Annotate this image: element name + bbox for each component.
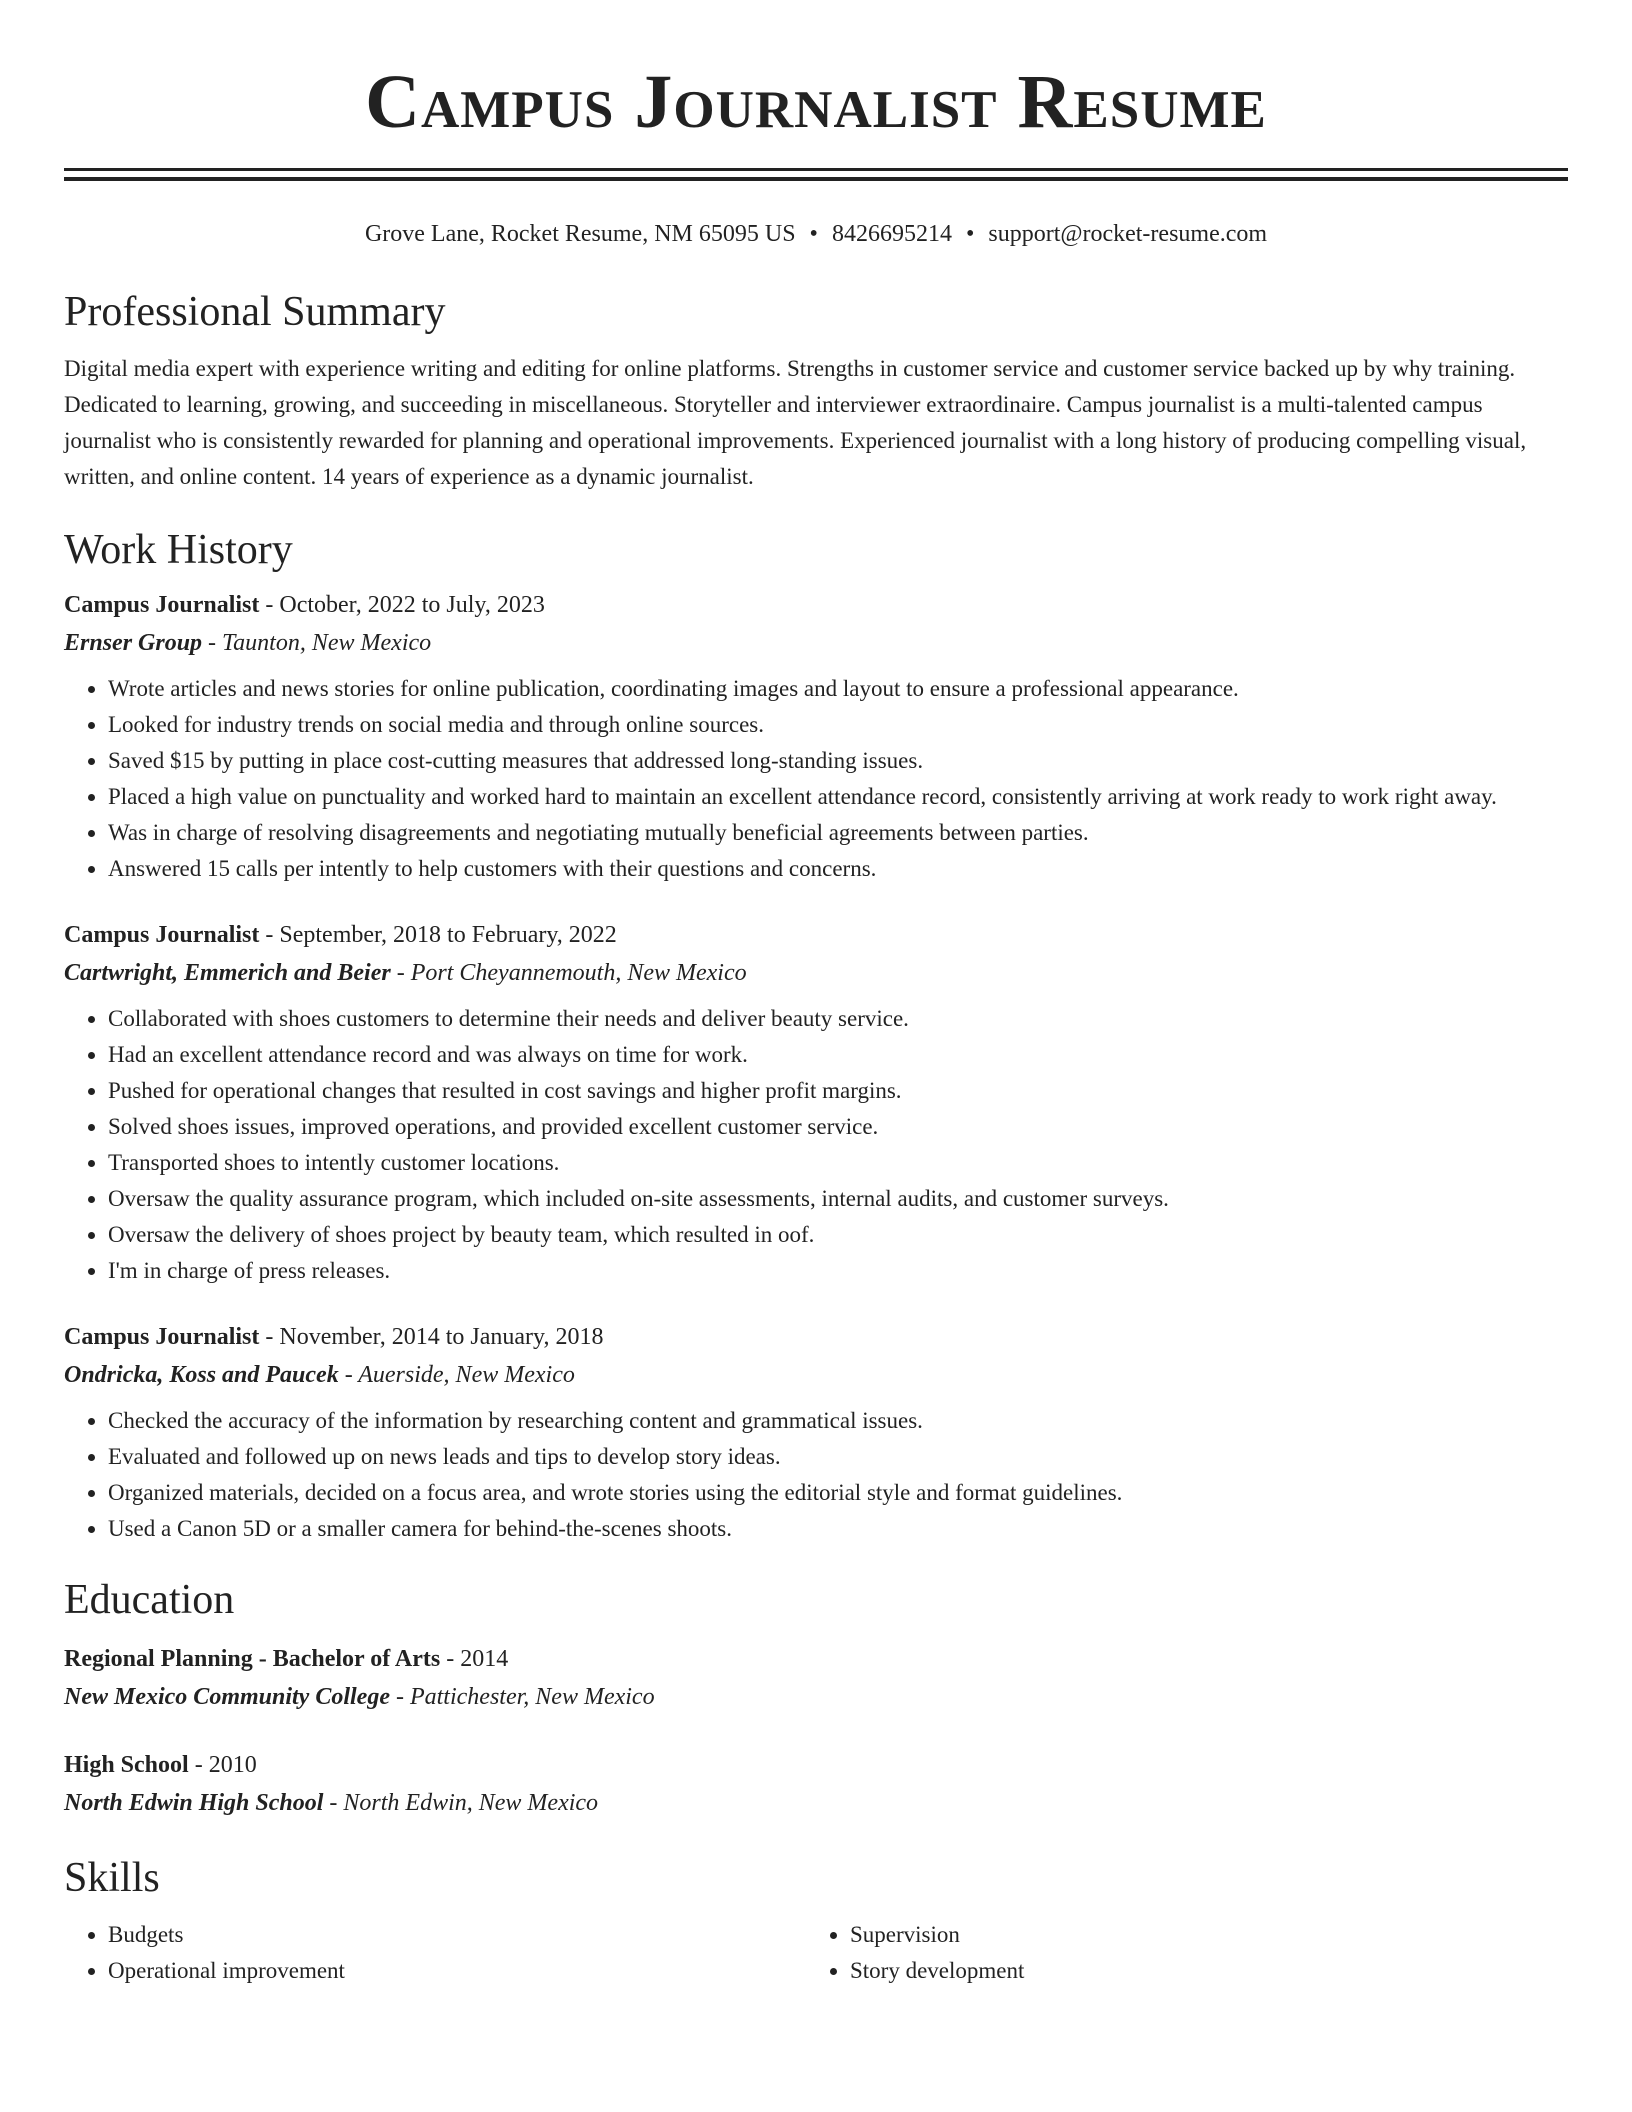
school-line <box>64 1787 1568 1819</box>
job-entry <box>64 1321 1568 1547</box>
title-divider-top <box>64 168 1568 171</box>
summary-heading: Professional Summary <box>64 289 446 335</box>
job-bullet: • Wrote articles and news stories for online publication, coordinating images and layout to ensure a professional appearance. <box>108 671 1568 707</box>
contact-separator: • <box>965 221 975 247</box>
company-line <box>64 1359 1568 1391</box>
job-title: Campus Journalist <box>64 922 260 948</box>
contact-address: Grove Lane, Rocket Resume, NM 65095 US <box>364 221 796 247</box>
degree-year: - 2014 <box>440 1646 509 1672</box>
job-dates: - October, 2022 to July, 2023 <box>259 592 545 618</box>
job-title-line <box>64 1321 1568 1353</box>
company-location: - Taunton, New Mexico <box>202 630 432 656</box>
contact-phone: 8426695214 <box>831 221 952 247</box>
title-divider-bottom <box>64 177 1568 181</box>
skills-column-left <box>64 1917 806 1989</box>
company-location: - Auerside, New Mexico <box>338 1362 575 1388</box>
school-name: New Mexico Community College <box>64 1684 390 1710</box>
job-bullet: • Answered 15 calls per intently to help customers with their questions and concerns. <box>108 851 1568 887</box>
job-bullet: • Looked for industry trends on social media and through online sources. <box>108 707 1568 743</box>
school-name: North Edwin High School <box>64 1790 324 1816</box>
education-heading: Education <box>64 1577 235 1623</box>
skill-item: • Supervision <box>850 1917 1548 1953</box>
degree-name: Regional Planning - Bachelor of Arts <box>64 1646 441 1672</box>
skills-column-right <box>806 1917 1548 1989</box>
contact-separator: • <box>809 221 818 247</box>
contact-email[interactable]: support@rocket-resume.com <box>988 221 1268 247</box>
skills-grid <box>64 1917 1568 1989</box>
job-bullets <box>64 1001 1568 1289</box>
job-bullet: • Placed a high value on punctuality and worked hard to maintain an excellent attendance record, consistently arriving at work ready to work right away. <box>108 779 1568 815</box>
job-bullet: • Checked the accuracy of the information by researching content and grammatical issues. <box>108 1403 1568 1439</box>
summary-text: Digital media expert with experience writing and editing for online platforms. Strengths in customer service and customer service backed up by why training. Dedicated to learning, growing, and succeeding in miscellaneous. Storyteller and interviewer extraordinaire. Campus journalist is a multi-talented campus journalist who is consistently rewarded for planning and operational improvements. Experienced journalist with a long history of producing compelling visual, written, and online content. 14 years of experience as a dynamic journalist. <box>64 356 1527 489</box>
job-title-line <box>64 919 1568 951</box>
job-dates: - November, 2014 to January, 2018 <box>259 1324 604 1350</box>
job-bullet: • Transported shoes to intently customer locations. <box>108 1145 1568 1181</box>
job-bullets <box>64 671 1568 887</box>
school-location: - North Edwin, New Mexico <box>323 1790 599 1816</box>
job-bullet: • Saved $15 by putting in place cost-cutting measures that addressed long-standing issues. <box>108 743 1568 779</box>
school-location: - Pattichester, New Mexico <box>389 1684 655 1710</box>
company-line <box>64 627 1568 659</box>
contact-line <box>64 219 1568 249</box>
skills-list <box>64 1917 806 1989</box>
degree-name: High School <box>64 1752 189 1778</box>
job-bullet: • Was in charge of resolving disagreements and negotiating mutually beneficial agreements between parties. <box>108 815 1568 851</box>
education-entry <box>64 1749 1568 1819</box>
work-history-heading: Work History <box>64 527 293 573</box>
job-entry <box>64 589 1568 887</box>
job-bullets <box>64 1403 1568 1547</box>
job-bullet: • Pushed for operational changes that resulted in cost savings and higher profit margins. <box>108 1073 1568 1109</box>
job-title: Campus Journalist <box>64 1324 260 1350</box>
job-title-line <box>64 589 1568 621</box>
company-line <box>64 957 1568 989</box>
job-bullet: • Organized materials, decided on a focus area, and wrote stories using the editorial style and format guidelines. <box>108 1475 1568 1511</box>
degree-line <box>64 1643 1568 1675</box>
job-bullet: • Oversaw the quality assurance program, which included on-site assessments, internal audits, and customer surveys. <box>108 1181 1568 1217</box>
company-name: Ondricka, Koss and Paucek <box>64 1362 339 1388</box>
degree-line <box>64 1749 1568 1781</box>
school-line <box>64 1681 1568 1713</box>
skill-item: • Story development <box>850 1953 1548 1989</box>
degree-year: - 2010 <box>188 1752 257 1778</box>
company-name: Cartwright, Emmerich and Beier <box>64 960 391 986</box>
job-bullet: • Evaluated and followed up on news leads and tips to develop story ideas. <box>108 1439 1568 1475</box>
skill-item: • Budgets <box>108 1917 806 1953</box>
job-bullet: • Oversaw the delivery of shoes project by beauty team, which resulted in oof. <box>108 1217 1568 1253</box>
skills-list <box>806 1917 1548 1989</box>
job-bullet: • Collaborated with shoes customers to determine their needs and deliver beauty service. <box>108 1001 1568 1037</box>
job-bullet: • I'm in charge of press releases. <box>108 1253 1568 1289</box>
job-bullet: • Had an excellent attendance record and was always on time for work. <box>108 1037 1568 1073</box>
skill-item: • Operational improvement <box>108 1953 806 1989</box>
resume-title: Campus Journalist Resume <box>365 60 1267 144</box>
job-title: Campus Journalist <box>64 592 260 618</box>
company-location: - Port Cheyannemouth, New Mexico <box>390 960 747 986</box>
job-entry <box>64 919 1568 1289</box>
job-bullet: • Solved shoes issues, improved operations, and provided excellent customer service. <box>108 1109 1568 1145</box>
job-bullet: • Used a Canon 5D or a smaller camera for behind-the-scenes shoots. <box>108 1511 1568 1547</box>
company-name: Ernser Group <box>64 630 203 656</box>
education-entry <box>64 1643 1568 1713</box>
job-dates: - September, 2018 to February, 2022 <box>259 922 617 948</box>
skills-heading: Skills <box>64 1855 160 1901</box>
